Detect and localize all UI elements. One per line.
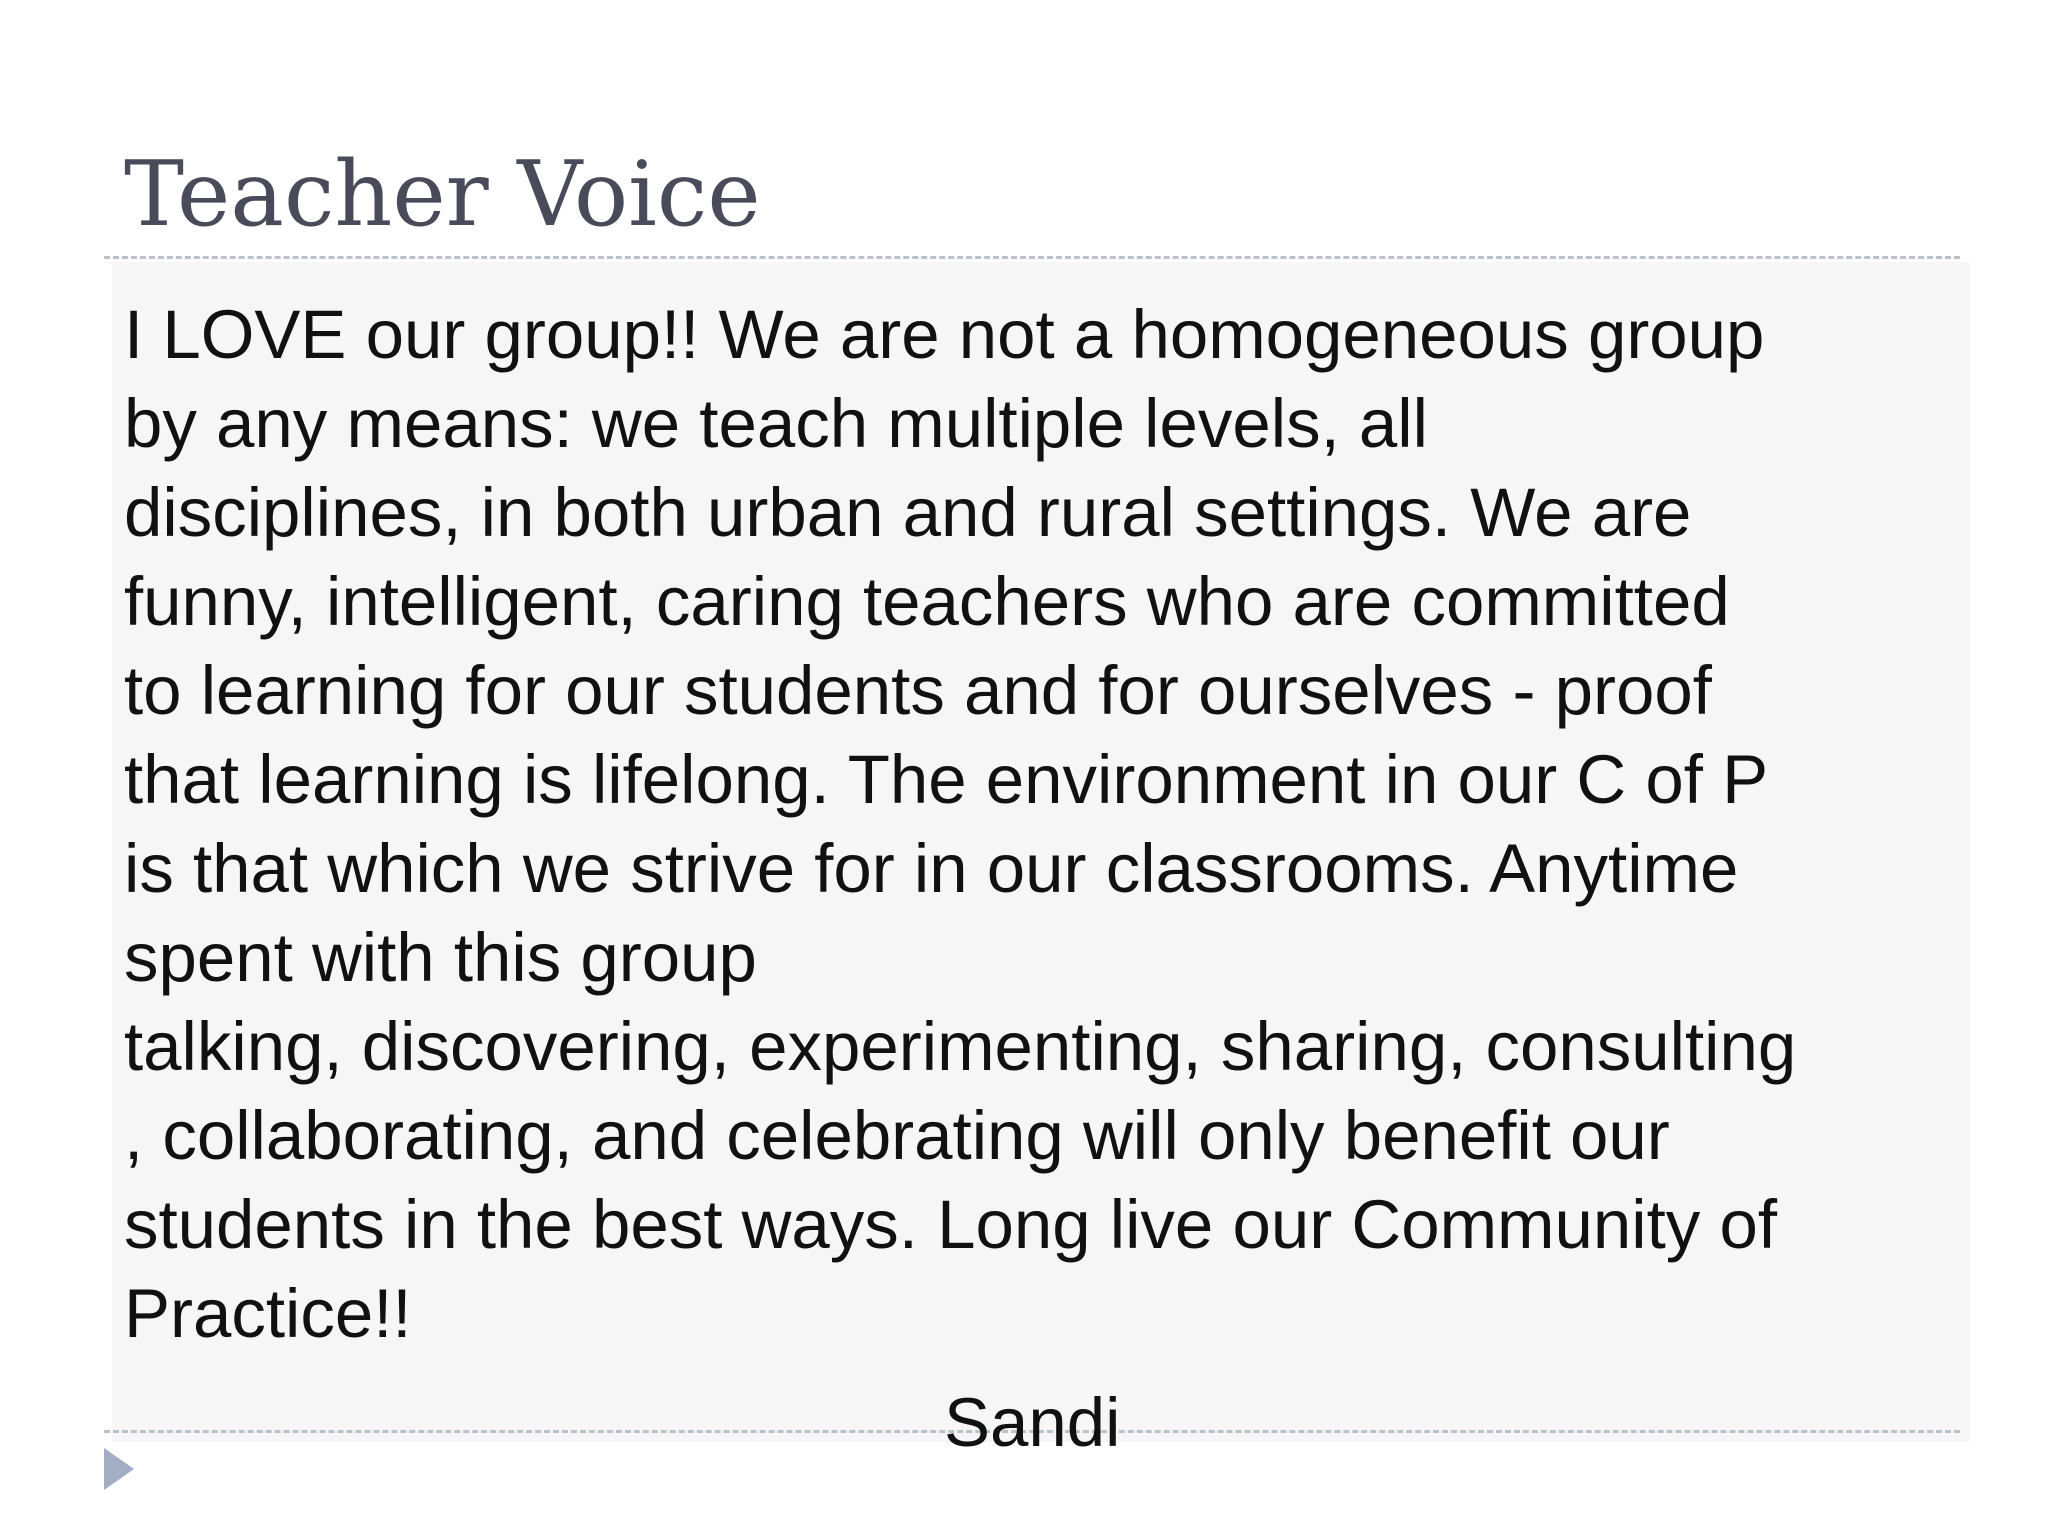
slide-title: Teacher Voice (124, 142, 761, 247)
quote-line: Practice!! (124, 1275, 412, 1352)
top-divider (104, 256, 1960, 259)
quote-line: funny, intelligent, caring teachers who are committed (124, 563, 1730, 640)
quote-line: is that which we strive for in our classrooms. Anytime (124, 830, 1739, 907)
quote-line: I LOVE our group!! We are not a homogeneous group (124, 296, 1765, 373)
signature: Sandi (944, 1384, 1121, 1461)
quote-line: disciplines, in both urban and rural settings. We are (124, 474, 1692, 551)
quote-line: students in the best ways. Long live our Community of (124, 1186, 1778, 1263)
play-triangle-icon (104, 1448, 134, 1490)
quote-line: by any means: we teach multiple levels, all (124, 385, 1428, 462)
quote-line: , collaborating, and celebrating will only benefit our (124, 1097, 1670, 1174)
quote-line: that learning is lifelong. The environment in our C of P (124, 741, 1769, 818)
quote-body (124, 290, 1944, 1358)
quote-line: spent with this group (124, 919, 757, 996)
quote-line: to learning for our students and for ourselves - proof (124, 652, 1712, 729)
quote-line: talking, discovering, experimenting, sharing, consulting (124, 1008, 1797, 1085)
